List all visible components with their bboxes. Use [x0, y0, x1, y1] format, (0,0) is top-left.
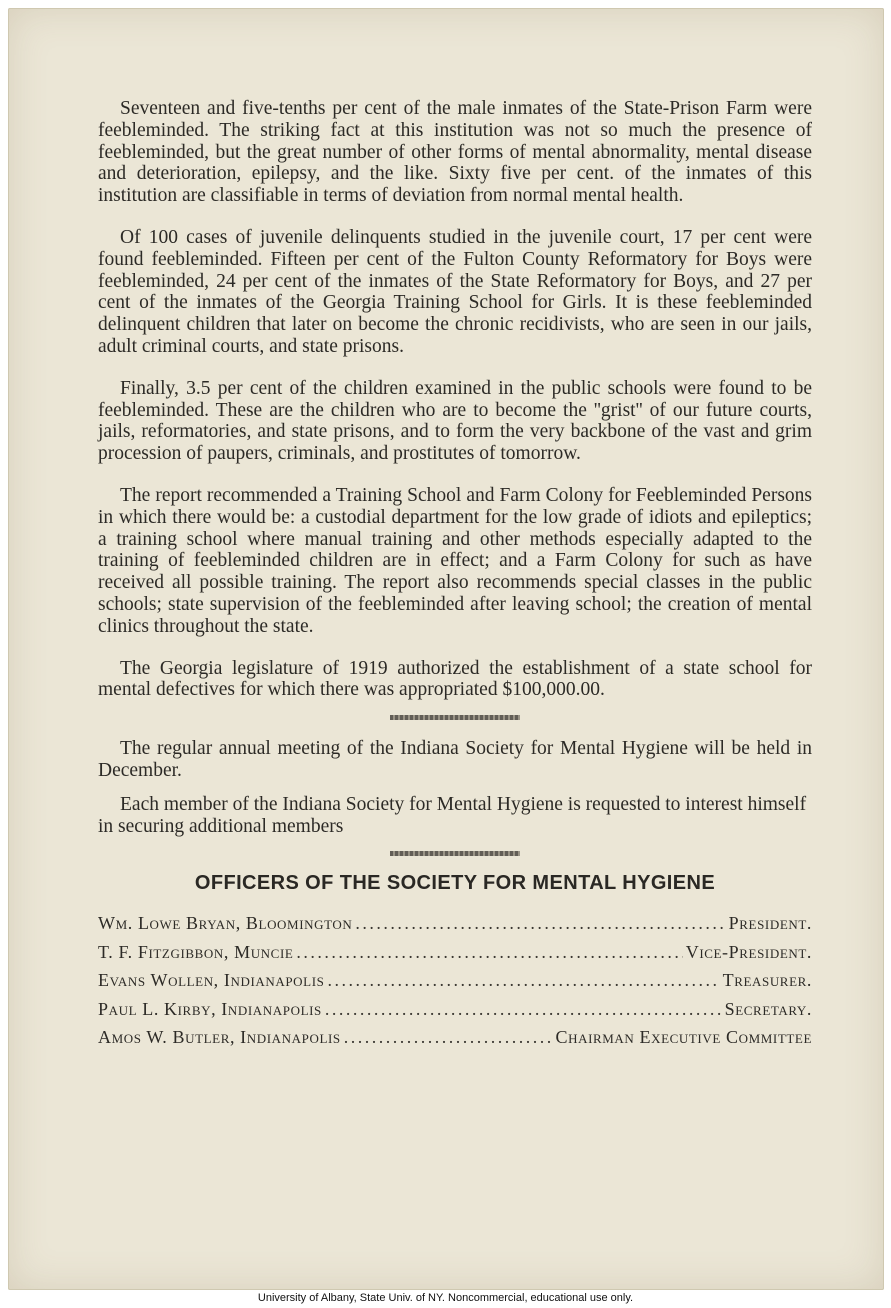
officers-heading: OFFICERS OF THE SOCIETY FOR MENTAL HYGIENE — [194, 872, 716, 895]
leader-dots — [344, 1023, 553, 1052]
leader-dots — [296, 938, 682, 967]
officer-row — [98, 909, 812, 938]
officer-name: Amos W. Butler, Indianapolis — [98, 1027, 341, 1048]
officer-name: T. F. Fitzgibbon, Muncie — [98, 941, 294, 962]
section-divider — [390, 715, 520, 720]
officer-name: Wm. Lowe Bryan, Bloomington — [98, 913, 353, 934]
paragraph-membership-request: Each member of the Indiana Society for Mental Hygiene is requested to interest himself in securing additional members — [98, 793, 807, 837]
document-page — [8, 8, 884, 1290]
paragraph-juvenile-delinquents: Of 100 cases of juvenile delinquents studied in the juvenile court, 17 per cent were found feebleminded. Fifteen per cent of the Fulton County Reformatory for Boys were feebleminded, 24 per cent of the inmates of the State Reformatory for Boys, and 27 per cent of the inmates of the Georgia Training School for Girls. It is these feebleminded delinquent children that later on become the chronic recidivists, who are seen in our jails, adult criminal courts, and state prisons. — [98, 226, 812, 357]
leader-dots — [355, 909, 725, 938]
officer-title: President. — [728, 913, 812, 934]
paragraph-state-prison-farm: Seventeen and five-tenths per cent of the male inmates of the State-Prison Farm were feebleminded. The striking fact at this institution was not so much the presence of feebleminded, but the great number of other forms of mental abnormality, mental disease and deterioration, epilepsy, and the like. Sixty five per cent. of the inmates of this institution are classifiable in terms of deviation from normal mental health. — [98, 98, 812, 207]
officer-row — [98, 1023, 812, 1052]
paragraph-public-schools: Finally, 3.5 per cent of the children examined in the public schools were found to be feebleminded. These are the children who are to become the ''grist'' of our future courts, jails, reformatories, and state prisons, and to form the very backbone of the vast and grim procession of paupers, criminals, and prostitutes of tomorrow. — [98, 377, 812, 465]
officer-title: Vice-President. — [685, 941, 812, 962]
officer-title: Secretary. — [724, 998, 812, 1019]
officers-list — [98, 909, 812, 1052]
archive-footer: University of Albany, State Univ. of NY. Noncommercial, educational use only. — [257, 1292, 634, 1304]
officer-row — [98, 938, 812, 967]
officer-row — [98, 966, 812, 995]
officer-title: Treasurer. — [722, 970, 812, 991]
officer-name: Evans Wollen, Indianapolis — [98, 970, 325, 991]
officer-row — [98, 995, 812, 1024]
leader-dots — [327, 966, 719, 995]
paragraph-report-recommendation: The report recommended a Training School and Farm Colony for Feebleminded Persons in which there would be: a custodial department for the low grade of idiots and epileptics; a training school where manual training and other methods especially adapted to the training of feebleminded children are in effect; and a Farm Colony for such as have received all possible training. The report also recommends special classes in the public schools; state supervision of the feebleminded after leaving school; the creation of mental clinics throughout the state. — [98, 484, 812, 637]
page-content — [98, 98, 812, 1052]
officer-title: Chairman Executive Committee — [555, 1027, 812, 1048]
officer-name: Paul L. Kirby, Indianapolis — [98, 998, 322, 1019]
leader-dots — [325, 995, 722, 1024]
section-divider-officers — [390, 851, 520, 856]
paragraph-georgia-legislature: The Georgia legislature of 1919 authorized the establishment of a state school for mental defectives for which there was appropriated $100,000.00. — [98, 657, 812, 701]
paragraph-annual-meeting: The regular annual meeting of the Indiana Society for Mental Hygiene will be held in December. — [98, 738, 812, 781]
